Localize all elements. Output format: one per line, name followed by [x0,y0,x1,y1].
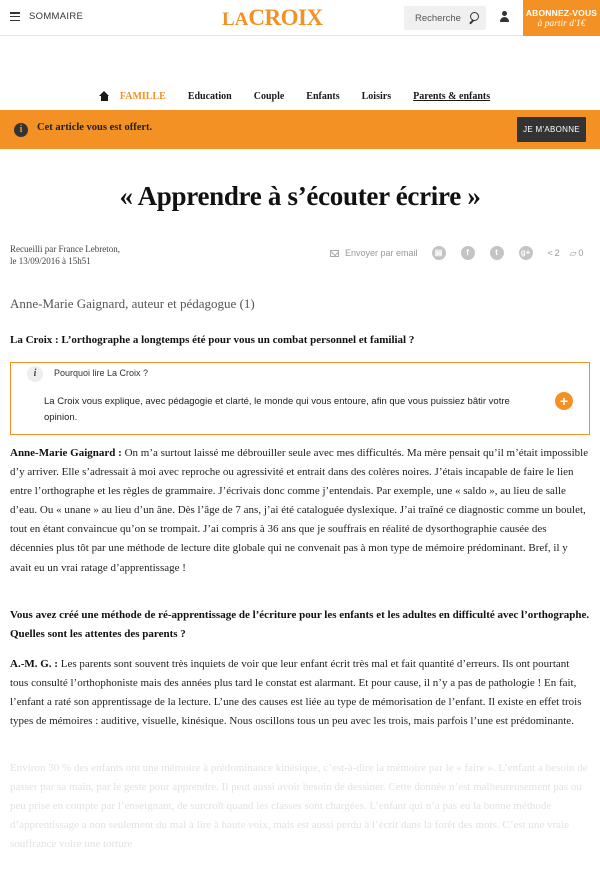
article-title: « Apprendre à s’écouter écrire » [119,181,481,211]
offered-article-banner [0,110,600,149]
info-icon: i [27,366,43,382]
question-1: La Croix : L’orthographe a longtemps été pour vous un combat personnel et familial ? [10,334,415,346]
byline-date: le 13/09/2016 à 15h51 [10,256,91,266]
answer-text: Les parents sont souvent très inquiets de voir que leur enfant écrit très mal et fait quantité d’erreurs. Ils ont pourtant tous consulté l’orthophoniste mais des années plus tard le constat est alarmant. Et pour cause, il n’y a pas de pathologie ! En fait, l’enfant a raté son apprentissage de la lecture. L’une des causes est liée au type de mémorisation de l’enfant. Il existe en effet trois types de mémoires : auditive, visuelle, kinésique. Nous oscillons tous un peu avec les trois, mais parfois l’une est prédominante. [10,658,582,728]
answer-2 [10,655,590,731]
search-box [404,6,486,30]
nav-item-famille[interactable]: FAMILLE [119,90,166,102]
why-read-title: Pourquoi lire La Croix ? [54,368,149,378]
print-icon[interactable]: ▤ [432,246,446,260]
home-icon[interactable] [99,91,110,101]
search-icon[interactable] [466,7,486,29]
subscribe-button[interactable]: ABONNEZ-VOUS à partir d'1€ [523,0,600,36]
nav-item-loisirs[interactable]: Loisirs [361,90,392,102]
menu-label: SOMMAIRE [29,11,84,22]
answer-text: On m’a surtout laissé me débrouiller seule avec mes difficultés. Ma mère pensait qu’il m’était impossible d’y arriver. Elle s’adressait à moi avec reproche ou agressivité et entrait dans des colères noires. J’étais incapable de faire le lien entre l’orthographe et les règles de grammaire. J’écrivais donc comme j’entendais. Par exemple, une « saldo », au lieu de salle d’eau. Ou « unane » au lieu d’un âne. Dès l’âge de 7 ans, j’ai été cataloguée dyslexique. J’ai traîné ce diagnostic comme un boulet, tout en étant convaincue qu’on se trompait. J’ai compris à 36 ans que je souffrais en réalité de dysorthographie causée des décennies plus tôt par une méthode de lecture dite globale qui ne convenait pas à mon type de mémoire prédominant. Bref, il y avait eu un vrai ratage d’apprentissage ! [10,447,589,574]
byline-author: Recueilli par France Lebreton, [10,244,120,254]
google-plus-icon[interactable]: g+ [519,246,533,260]
byline [10,243,120,267]
offer-text: Cet article vous est offert. [37,122,153,133]
share-count: 2 [554,248,560,258]
comment-count: 0 [578,247,584,258]
share-bar [330,245,593,261]
mail-icon[interactable] [330,250,339,257]
comment-icon[interactable]: ▱ 0 [569,247,584,258]
share-icon[interactable]: < 2 [547,248,560,258]
info-icon: i [14,123,28,137]
interviewee: Anne-Marie Gaignard, auteur et pédagogue (1) [10,296,255,311]
why-read-box [10,362,590,435]
subscribe-cta-button[interactable]: JE M'ABONNE [517,117,586,142]
search-input[interactable] [404,7,466,29]
site-header [0,0,600,36]
why-read-body: La Croix vous explique, avec pédagogie et clarté, le monde qui vous entoure, afin que vous puissiez bâtir votre opinion. [44,396,510,423]
question-2: Vous avez créé une méthode de ré-apprentissage de l’écriture pour les enfants et les adultes en difficulté avec l’orthographe. Quelles sont les attentes des parents ? [10,609,590,640]
speaker-name: A.-M. G. : [10,658,58,670]
hamburger-icon [10,12,20,21]
share-email-link[interactable]: Envoyer par email [345,248,418,258]
nav-item-enfants[interactable]: Enfants [306,90,340,102]
answer-1 [10,444,590,578]
facebook-icon[interactable]: f [461,246,475,260]
speaker-name: Anne-Marie Gaignard : [10,447,122,459]
section-nav [0,87,600,105]
faded-paragraph: Environ 30 % des enfants ont une mémoire à prédominance kinésique, c’est-à-dire la mémoire par le « faire ». L’enfant a besoin de passer par sa main, par le geste pour apprendre. Il peut aussi avoir besoin de dessiner. Cette donnée n’est malheureusement pas ou peu prise en compte par l’enseignant, de surcroît quand les classes sont chargées. L’enfant qui n’a pas eu la bonne méthode d’apprentissage a non seulement du mal à lire à haute voix, mais est aussi perdu à l’écrit dans la forêt des mots. C’est une vraie souffrance voire une torture [10,762,588,851]
twitter-icon[interactable]: t [490,246,504,260]
expand-plus-button[interactable]: + [555,392,573,410]
user-icon[interactable] [498,10,512,24]
nav-item-parents-enfants[interactable]: Parents & enfants [413,90,491,102]
menu-button[interactable] [10,11,83,22]
nav-item-education[interactable]: Education [187,90,232,102]
site-logo[interactable]: LACROIX [222,5,323,30]
nav-item-couple[interactable]: Couple [253,90,285,102]
